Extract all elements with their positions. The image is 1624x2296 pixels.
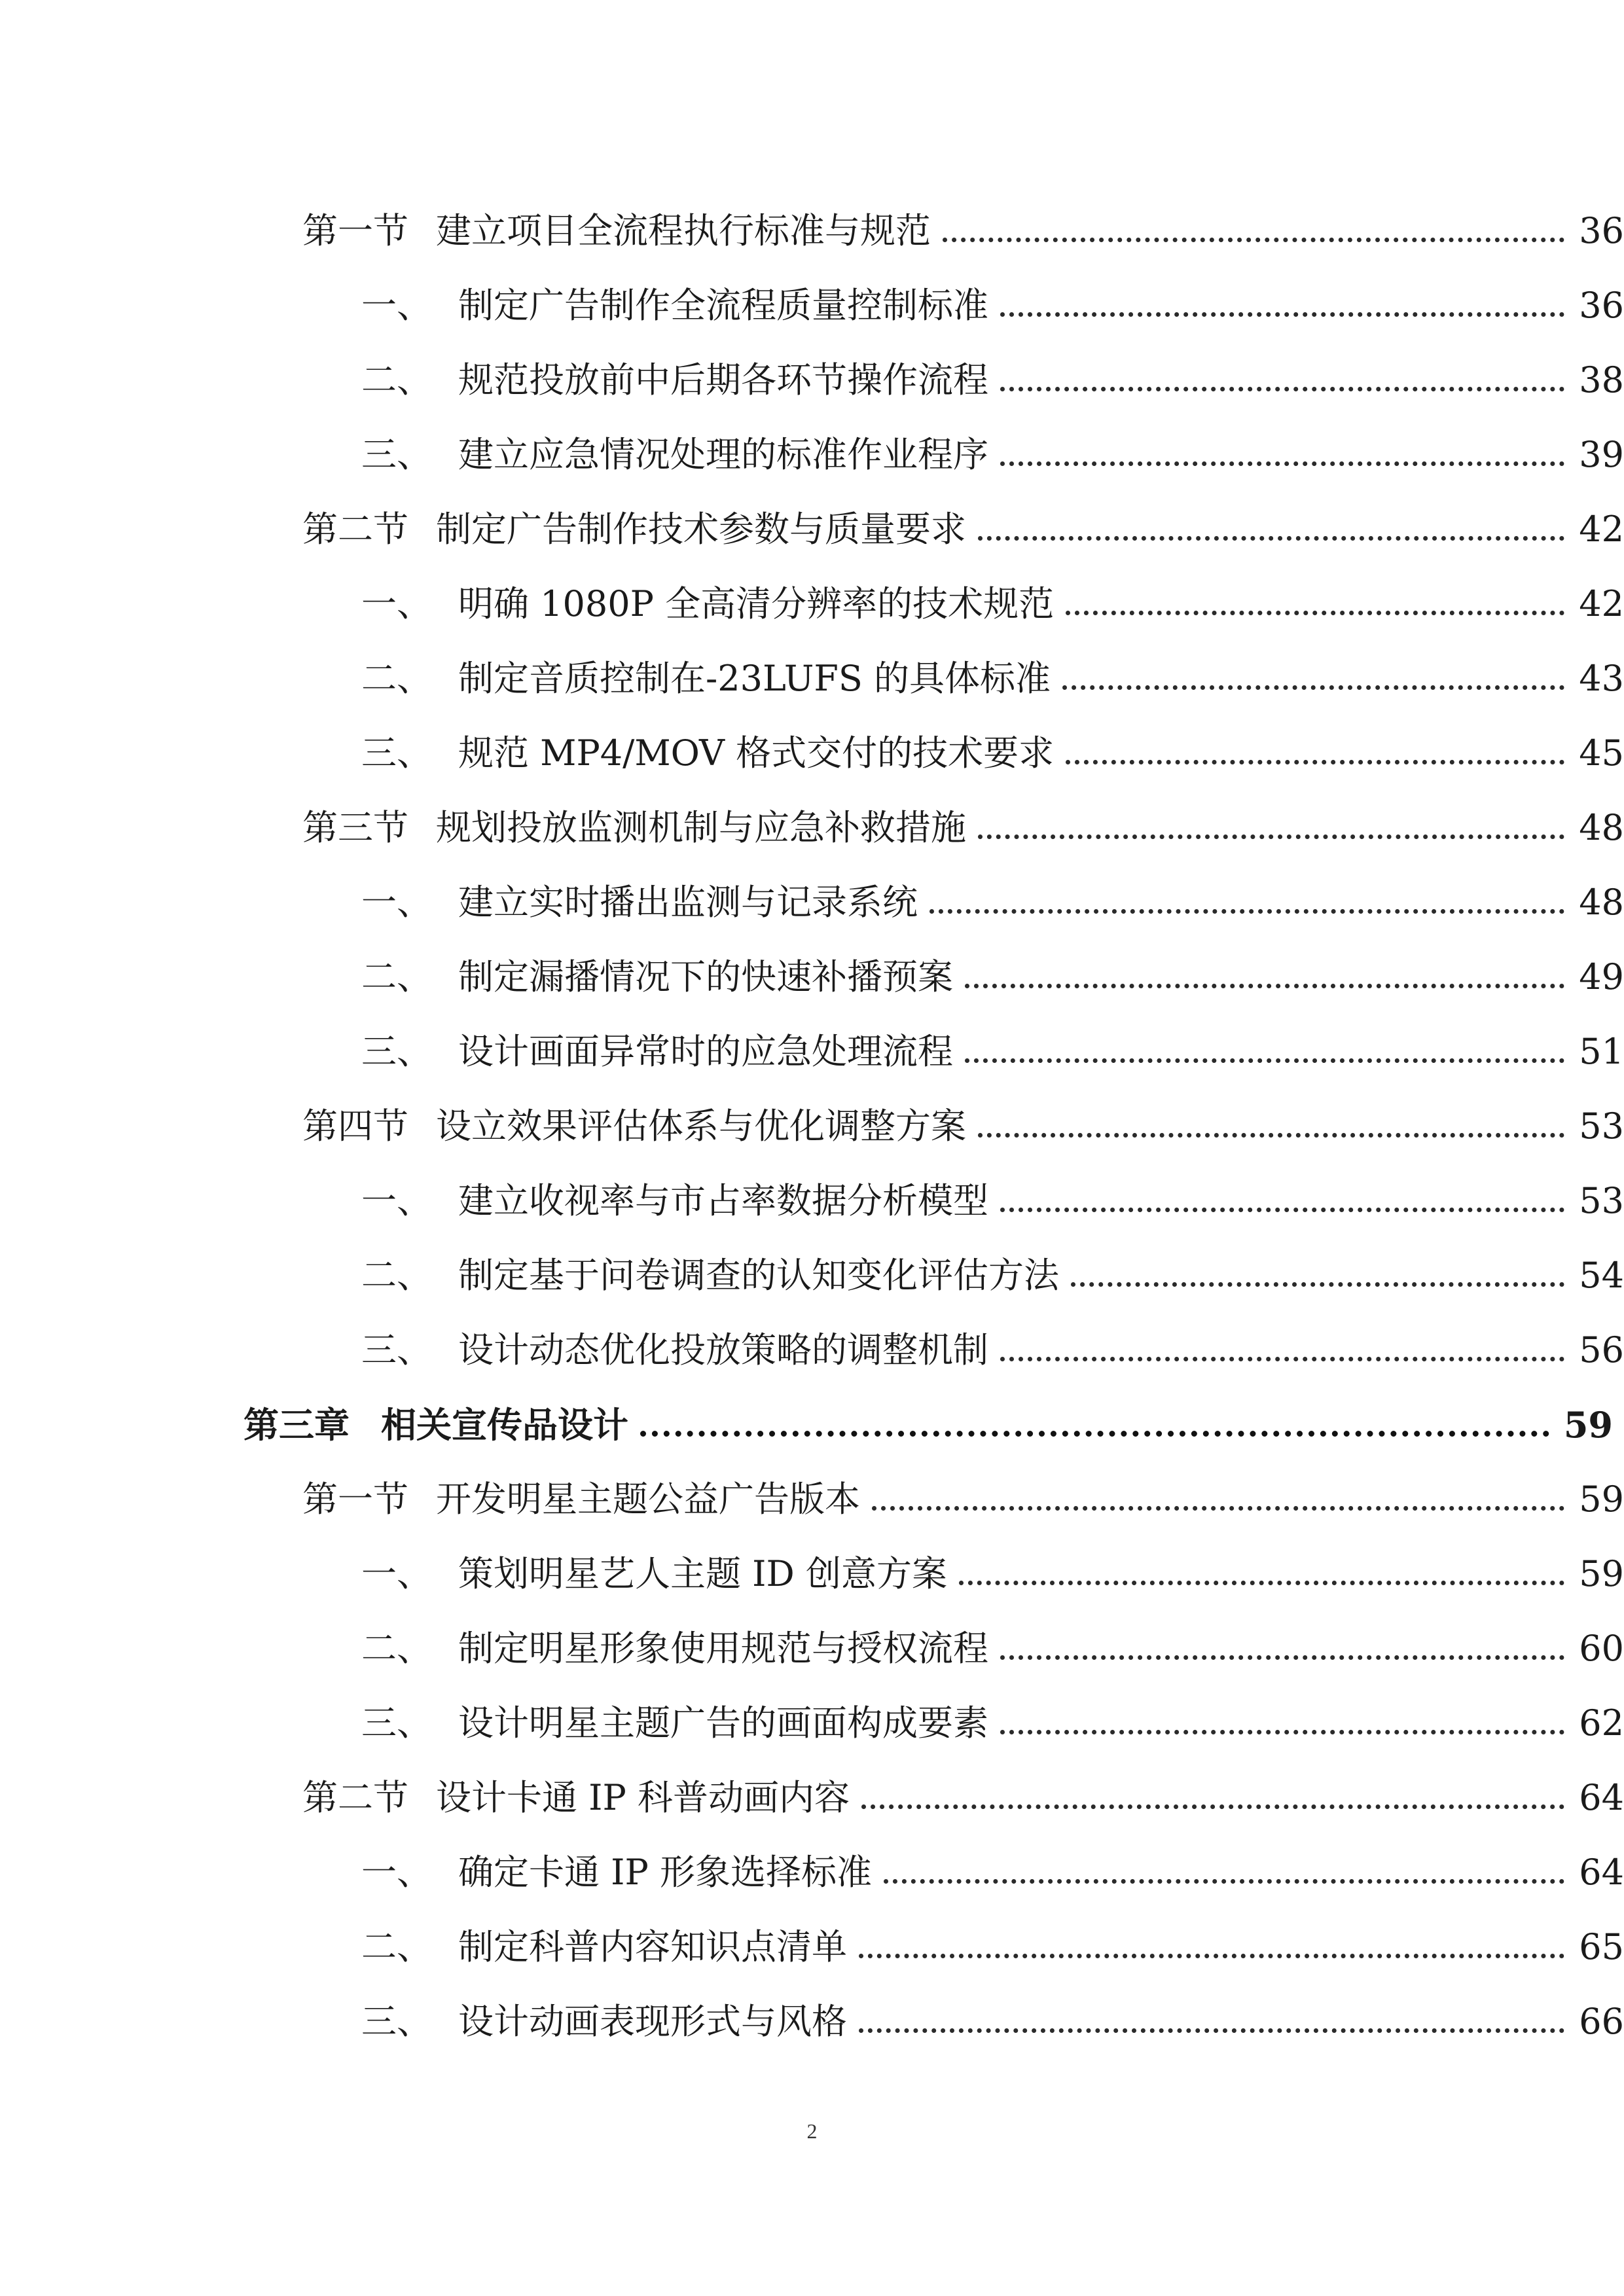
toc-entry-title: 设计画面异常时的应急处理流程 — [458, 1031, 953, 1072]
toc-entry-number: 二、 — [361, 1926, 432, 1967]
toc-entry-number: 一、 — [361, 882, 432, 923]
toc-dot-leader — [929, 874, 1564, 914]
toc-entry-number: 第三章 — [244, 1404, 350, 1446]
toc-entry-title: 设计动画表现形式与风格 — [458, 2001, 847, 2042]
toc-entry-item[interactable] — [0, 1014, 1624, 1089]
toc-entry-title: 设计明星主题广告的画面构成要素 — [458, 1702, 988, 1744]
toc-entry-title: 策划明星艺人主题 ID 创意方案 — [458, 1553, 947, 1594]
table-of-contents — [0, 194, 1624, 2059]
toc-entry-page-number: 38 — [1579, 359, 1624, 401]
toc-entry-title: 建立应急情况处理的标准作业程序 — [458, 434, 988, 475]
toc-entry-title: 设立效果评估体系与优化调整方案 — [436, 1105, 966, 1147]
page-number: 2 — [806, 2119, 818, 2143]
toc-entry-number: 三、 — [361, 732, 432, 774]
toc-entry-title: 建立收视率与市占率数据分析模型 — [458, 1180, 988, 1221]
toc-entry-title: 确定卡通 IP 形象选择标准 — [458, 1852, 872, 1893]
toc-entry-number: 三、 — [361, 1329, 432, 1371]
toc-entry-number: 一、 — [361, 1553, 432, 1594]
toc-entry-page-number: 53 — [1579, 1180, 1624, 1221]
toc-entry-item[interactable] — [0, 716, 1624, 791]
toc-entry-page-number: 39 — [1579, 434, 1624, 475]
toc-dot-leader — [1000, 426, 1564, 466]
toc-entry-number: 一、 — [361, 583, 432, 624]
toc-entry-page-number: 51 — [1579, 1031, 1624, 1072]
toc-dot-leader — [884, 1844, 1564, 1884]
toc-dot-leader — [1066, 725, 1564, 764]
toc-entry-item[interactable] — [0, 865, 1624, 940]
toc-entry-item[interactable] — [0, 268, 1624, 343]
toc-entry-item[interactable] — [0, 1313, 1624, 1388]
toc-entry-section[interactable] — [0, 194, 1624, 268]
toc-entry-item[interactable] — [0, 343, 1624, 418]
toc-entry-title: 设计动态优化投放策略的调整机制 — [458, 1329, 988, 1371]
toc-entry-title: 规范投放前中后期各环节操作流程 — [458, 359, 988, 401]
toc-entry-number: 三、 — [361, 2001, 432, 2042]
toc-entry-content — [302, 791, 1624, 865]
toc-entry-item[interactable] — [0, 641, 1624, 716]
toc-entry-page-number: 45 — [1579, 732, 1624, 774]
toc-entry-content — [361, 268, 1624, 343]
toc-entry-content — [302, 1089, 1624, 1164]
toc-entry-number: 第二节 — [302, 1777, 408, 1818]
toc-entry-item[interactable] — [0, 1611, 1624, 1686]
toc-entry-content — [361, 567, 1624, 641]
toc-entry-number: 二、 — [361, 1628, 432, 1669]
toc-entry-page-number: 59 — [1579, 1553, 1624, 1594]
toc-entry-item[interactable] — [0, 1984, 1624, 2059]
toc-dot-leader — [1000, 1321, 1564, 1361]
toc-entry-content — [361, 940, 1624, 1014]
toc-entry-item[interactable] — [0, 1238, 1624, 1313]
toc-entry-chapter[interactable] — [0, 1388, 1624, 1462]
toc-entry-page-number: 66 — [1579, 2001, 1624, 2042]
toc-entry-content — [361, 1910, 1624, 1984]
toc-entry-title: 建立项目全流程执行标准与规范 — [436, 210, 931, 251]
toc-entry-title: 制定科普内容知识点清单 — [458, 1926, 847, 1967]
toc-entry-number: 二、 — [361, 956, 432, 997]
toc-entry-item[interactable] — [0, 1910, 1624, 1984]
toc-entry-title: 明确 1080P 全高清分辨率的技术规范 — [458, 583, 1055, 624]
toc-dot-leader — [978, 1098, 1564, 1138]
toc-entry-page-number: 42 — [1579, 583, 1624, 624]
toc-entry-page-number: 42 — [1579, 509, 1624, 550]
toc-entry-page-number: 64 — [1579, 1777, 1624, 1818]
toc-entry-content — [361, 1313, 1624, 1388]
toc-entry-page-number: 48 — [1579, 807, 1624, 848]
toc-dot-leader — [959, 1545, 1564, 1585]
toc-dot-leader — [1000, 1620, 1564, 1660]
toc-entry-number: 三、 — [361, 434, 432, 475]
toc-entry-content — [361, 1984, 1624, 2059]
toc-entry-number: 二、 — [361, 359, 432, 401]
toc-entry-section[interactable] — [0, 1089, 1624, 1164]
toc-entry-item[interactable] — [0, 1164, 1624, 1238]
toc-entry-content — [302, 194, 1624, 268]
toc-entry-page-number: 36 — [1579, 210, 1624, 251]
toc-entry-content — [361, 716, 1624, 791]
toc-entry-content — [302, 1761, 1624, 1835]
toc-entry-title: 制定音质控制在-23LUFS 的具体标准 — [458, 658, 1051, 699]
toc-entry-title: 相关宣传品设计 — [381, 1404, 628, 1446]
toc-entry-section[interactable] — [0, 1462, 1624, 1537]
toc-entry-page-number: 56 — [1579, 1329, 1624, 1371]
toc-entry-number: 第一节 — [302, 210, 408, 251]
toc-entry-item[interactable] — [0, 1686, 1624, 1761]
toc-entry-title: 建立实时播出监测与记录系统 — [458, 882, 918, 923]
toc-entry-number: 三、 — [361, 1031, 432, 1072]
toc-entry-page-number: 43 — [1579, 658, 1624, 699]
toc-entry-item[interactable] — [0, 567, 1624, 641]
toc-dot-leader — [1000, 1695, 1564, 1734]
toc-entry-title: 制定广告制作全流程质量控制标准 — [458, 285, 988, 326]
toc-entry-item[interactable] — [0, 1835, 1624, 1910]
toc-dot-leader — [1071, 1247, 1564, 1287]
toc-dot-leader — [978, 799, 1564, 839]
toc-dot-leader — [1000, 277, 1564, 317]
toc-entry-content — [361, 1164, 1624, 1238]
toc-entry-title: 制定漏播情况下的快速补播预案 — [458, 956, 953, 997]
toc-entry-title: 开发明星主题公益广告版本 — [436, 1479, 860, 1520]
toc-entry-number: 三、 — [361, 1702, 432, 1744]
toc-dot-leader — [943, 202, 1564, 242]
toc-entry-content — [361, 1014, 1624, 1089]
toc-entry-page-number: 62 — [1579, 1702, 1624, 1744]
toc-entry-content — [361, 865, 1624, 940]
toc-entry-page-number: 59 — [1563, 1404, 1613, 1446]
toc-dot-leader — [1000, 351, 1564, 391]
toc-dot-leader — [859, 1918, 1564, 1958]
toc-entry-content — [361, 1537, 1624, 1611]
toc-dot-leader — [1066, 575, 1564, 615]
toc-dot-leader — [965, 948, 1564, 988]
toc-entry-page-number: 54 — [1579, 1255, 1624, 1296]
toc-dot-leader — [1062, 650, 1564, 690]
toc-entry-item[interactable] — [0, 418, 1624, 492]
toc-entry-content — [361, 641, 1624, 716]
toc-dot-leader — [861, 1769, 1564, 1809]
toc-entry-title: 制定基于问卷调查的认知变化评估方法 — [458, 1255, 1059, 1296]
toc-entry-content — [361, 1238, 1624, 1313]
toc-entry-content — [302, 492, 1624, 567]
toc-entry-title: 规范 MP4/MOV 格式交付的技术要求 — [458, 732, 1055, 774]
toc-entry-section[interactable] — [0, 492, 1624, 567]
toc-entry-title: 设计卡通 IP 科普动画内容 — [436, 1777, 850, 1818]
toc-entry-content — [302, 1462, 1624, 1537]
toc-entry-section[interactable] — [0, 791, 1624, 865]
toc-entry-page-number: 65 — [1579, 1926, 1624, 1967]
toc-entry-number: 一、 — [361, 285, 432, 326]
toc-entry-number: 二、 — [361, 1255, 432, 1296]
toc-entry-number: 第四节 — [302, 1105, 408, 1147]
toc-entry-content — [361, 343, 1624, 418]
toc-entry-title: 制定明星形象使用规范与授权流程 — [458, 1628, 988, 1669]
toc-entry-number: 第三节 — [302, 807, 408, 848]
toc-entry-page-number: 36 — [1579, 285, 1624, 326]
toc-entry-page-number: 59 — [1579, 1479, 1624, 1520]
toc-entry-item[interactable] — [0, 1537, 1624, 1611]
toc-entry-page-number: 64 — [1579, 1852, 1624, 1893]
toc-entry-title: 规划投放监测机制与应急补救措施 — [436, 807, 966, 848]
toc-entry-content — [361, 418, 1624, 492]
toc-dot-leader — [965, 1023, 1564, 1063]
toc-entry-page-number: 53 — [1579, 1105, 1624, 1147]
toc-entry-number: 第一节 — [302, 1479, 408, 1520]
toc-dot-leader — [859, 1993, 1564, 2033]
toc-entry-number: 一、 — [361, 1180, 432, 1221]
toc-dot-leader — [978, 501, 1564, 541]
toc-dot-leader — [1000, 1172, 1564, 1212]
toc-entry-title: 制定广告制作技术参数与质量要求 — [436, 509, 966, 550]
toc-entry-page-number: 48 — [1579, 882, 1624, 923]
toc-entry-number: 一、 — [361, 1852, 432, 1893]
toc-dot-leader — [872, 1471, 1564, 1511]
toc-entry-section[interactable] — [0, 1761, 1624, 1835]
toc-entry-page-number: 60 — [1579, 1628, 1624, 1669]
toc-entry-content — [244, 1388, 1613, 1462]
toc-entry-page-number: 49 — [1579, 956, 1624, 997]
toc-entry-number: 第二节 — [302, 509, 408, 550]
toc-entry-content — [361, 1686, 1624, 1761]
toc-entry-content — [361, 1835, 1624, 1910]
toc-entry-item[interactable] — [0, 940, 1624, 1014]
toc-entry-content — [361, 1611, 1624, 1686]
toc-entry-number: 二、 — [361, 658, 432, 699]
toc-dot-leader — [640, 1395, 1549, 1437]
